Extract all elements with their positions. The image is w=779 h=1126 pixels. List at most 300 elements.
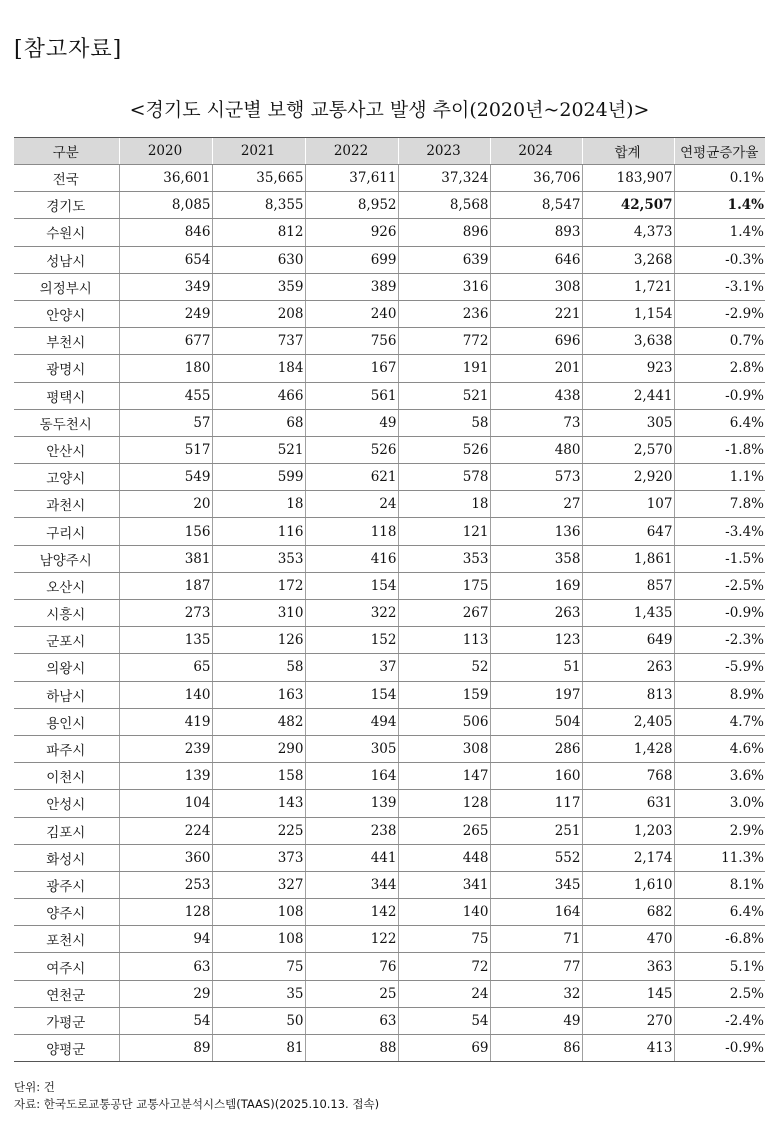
value-cell: 4,373	[582, 219, 674, 246]
value-cell: 308	[398, 735, 490, 762]
value-cell: -6.8%	[674, 926, 765, 953]
region-cell: 평택시	[14, 382, 119, 409]
value-cell: 273	[119, 600, 212, 627]
column-header: 구분	[14, 138, 119, 165]
column-header: 2022	[305, 138, 398, 165]
region-cell: 성남시	[14, 246, 119, 273]
region-cell: 광명시	[14, 355, 119, 382]
table-row	[14, 273, 765, 300]
value-cell: 1,154	[582, 300, 674, 327]
table-row	[14, 763, 765, 790]
value-cell: 152	[305, 627, 398, 654]
value-cell: 20	[119, 491, 212, 518]
table-row	[14, 654, 765, 681]
value-cell: 573	[490, 464, 582, 491]
value-cell: 117	[490, 790, 582, 817]
value-cell: 480	[490, 436, 582, 463]
table-title: <경기도 시군별 보행 교통사고 발생 추이(2020년~2024년)>	[129, 99, 650, 121]
value-cell: 143	[212, 790, 305, 817]
region-cell: 의정부시	[14, 273, 119, 300]
value-cell: 11.3%	[674, 844, 765, 871]
table-row	[14, 844, 765, 871]
value-cell: 682	[582, 899, 674, 926]
column-header: 연평균증가율	[674, 138, 765, 165]
value-cell: 184	[212, 355, 305, 382]
value-cell: 164	[305, 763, 398, 790]
value-cell: 353	[398, 545, 490, 572]
value-cell: 373	[212, 844, 305, 871]
table-row	[14, 328, 765, 355]
value-cell: -3.4%	[674, 518, 765, 545]
region-cell: 안양시	[14, 300, 119, 327]
value-cell: -3.1%	[674, 273, 765, 300]
value-cell: 1,435	[582, 600, 674, 627]
value-cell: -2.5%	[674, 572, 765, 599]
value-cell: 197	[490, 681, 582, 708]
value-cell: 772	[398, 328, 490, 355]
value-cell: 238	[305, 817, 398, 844]
table-row	[14, 464, 765, 491]
region-cell: 여주시	[14, 953, 119, 980]
value-cell: 8,952	[305, 192, 398, 219]
region-cell: 파주시	[14, 735, 119, 762]
value-cell: 893	[490, 219, 582, 246]
value-cell: 8.1%	[674, 871, 765, 898]
column-header: 2024	[490, 138, 582, 165]
value-cell: 768	[582, 763, 674, 790]
region-cell: 포천시	[14, 926, 119, 953]
table-row	[14, 871, 765, 898]
table-row	[14, 1007, 765, 1034]
value-cell: -0.9%	[674, 600, 765, 627]
value-cell: 71	[490, 926, 582, 953]
value-cell: 1.1%	[674, 464, 765, 491]
value-cell: 201	[490, 355, 582, 382]
value-cell: 63	[119, 953, 212, 980]
region-cell: 양주시	[14, 899, 119, 926]
value-cell: 448	[398, 844, 490, 871]
region-cell: 경기도	[14, 192, 119, 219]
table-row	[14, 165, 765, 192]
value-cell: 94	[119, 926, 212, 953]
value-cell: 113	[398, 627, 490, 654]
value-cell: 2,920	[582, 464, 674, 491]
region-cell: 시흥시	[14, 600, 119, 627]
region-cell: 가평군	[14, 1007, 119, 1034]
value-cell: 25	[305, 980, 398, 1007]
table-row	[14, 926, 765, 953]
value-cell: 360	[119, 844, 212, 871]
region-cell: 화성시	[14, 844, 119, 871]
value-cell: 8,355	[212, 192, 305, 219]
value-cell: 156	[119, 518, 212, 545]
value-cell: 359	[212, 273, 305, 300]
region-cell: 하남시	[14, 681, 119, 708]
value-cell: 49	[490, 1007, 582, 1034]
value-cell: 7.8%	[674, 491, 765, 518]
table-row	[14, 790, 765, 817]
value-cell: 438	[490, 382, 582, 409]
table-row	[14, 681, 765, 708]
value-cell: 263	[582, 654, 674, 681]
value-cell: 3,268	[582, 246, 674, 273]
value-cell: 6.4%	[674, 409, 765, 436]
value-cell: -5.9%	[674, 654, 765, 681]
value-cell: 646	[490, 246, 582, 273]
value-cell: 163	[212, 681, 305, 708]
column-header: 합계	[582, 138, 674, 165]
value-cell: 136	[490, 518, 582, 545]
table-row	[14, 300, 765, 327]
value-cell: 310	[212, 600, 305, 627]
table-row	[14, 953, 765, 980]
value-cell: 145	[582, 980, 674, 1007]
value-cell: 2,570	[582, 436, 674, 463]
value-cell: 142	[305, 899, 398, 926]
value-cell: 169	[490, 572, 582, 599]
value-cell: 88	[305, 1035, 398, 1062]
value-cell: -2.4%	[674, 1007, 765, 1034]
value-cell: 381	[119, 545, 212, 572]
table-header-row	[14, 138, 765, 165]
value-cell: 353	[212, 545, 305, 572]
table-row	[14, 246, 765, 273]
table-row	[14, 735, 765, 762]
value-cell: 72	[398, 953, 490, 980]
value-cell: 160	[490, 763, 582, 790]
value-cell: 57	[119, 409, 212, 436]
value-cell: 654	[119, 246, 212, 273]
value-cell: 65	[119, 654, 212, 681]
value-cell: 2,174	[582, 844, 674, 871]
value-cell: 123	[490, 627, 582, 654]
value-cell: 27	[490, 491, 582, 518]
region-cell: 과천시	[14, 491, 119, 518]
value-cell: 4.6%	[674, 735, 765, 762]
value-cell: 183,907	[582, 165, 674, 192]
value-cell: 224	[119, 817, 212, 844]
value-cell: 225	[212, 817, 305, 844]
value-cell: 1,721	[582, 273, 674, 300]
value-cell: 923	[582, 355, 674, 382]
value-cell: 8,085	[119, 192, 212, 219]
column-header: 2023	[398, 138, 490, 165]
value-cell: 308	[490, 273, 582, 300]
value-cell: 24	[398, 980, 490, 1007]
value-cell: 578	[398, 464, 490, 491]
value-cell: 327	[212, 871, 305, 898]
value-cell: 561	[305, 382, 398, 409]
value-cell: 54	[119, 1007, 212, 1034]
value-cell: 482	[212, 708, 305, 735]
region-cell: 전국	[14, 165, 119, 192]
value-cell: 147	[398, 763, 490, 790]
value-cell: 506	[398, 708, 490, 735]
value-cell: 51	[490, 654, 582, 681]
value-cell: 286	[490, 735, 582, 762]
value-cell: 8,547	[490, 192, 582, 219]
value-cell: 521	[212, 436, 305, 463]
value-cell: 466	[212, 382, 305, 409]
value-cell: 128	[119, 899, 212, 926]
value-cell: 158	[212, 763, 305, 790]
value-cell: 36,601	[119, 165, 212, 192]
value-cell: 267	[398, 600, 490, 627]
value-cell: 58	[398, 409, 490, 436]
region-cell: 수원시	[14, 219, 119, 246]
value-cell: 926	[305, 219, 398, 246]
region-cell: 안산시	[14, 436, 119, 463]
table-row	[14, 572, 765, 599]
value-cell: 35	[212, 980, 305, 1007]
value-cell: 108	[212, 926, 305, 953]
region-cell: 동두천시	[14, 409, 119, 436]
value-cell: 104	[119, 790, 212, 817]
value-cell: 116	[212, 518, 305, 545]
value-cell: 108	[212, 899, 305, 926]
value-cell: 75	[212, 953, 305, 980]
table-row	[14, 708, 765, 735]
value-cell: 221	[490, 300, 582, 327]
value-cell: 139	[305, 790, 398, 817]
value-cell: 24	[305, 491, 398, 518]
value-cell: -0.9%	[674, 1035, 765, 1062]
value-cell: 18	[398, 491, 490, 518]
value-cell: 631	[582, 790, 674, 817]
value-cell: 107	[582, 491, 674, 518]
value-cell: 58	[212, 654, 305, 681]
value-cell: 37	[305, 654, 398, 681]
value-cell: 896	[398, 219, 490, 246]
value-cell: -1.8%	[674, 436, 765, 463]
value-cell: 253	[119, 871, 212, 898]
value-cell: 521	[398, 382, 490, 409]
value-cell: 1,428	[582, 735, 674, 762]
value-cell: 322	[305, 600, 398, 627]
value-cell: 358	[490, 545, 582, 572]
value-cell: 389	[305, 273, 398, 300]
value-cell: 0.7%	[674, 328, 765, 355]
value-cell: -1.5%	[674, 545, 765, 572]
value-cell: 639	[398, 246, 490, 273]
value-cell: 122	[305, 926, 398, 953]
value-cell: 8.9%	[674, 681, 765, 708]
table-row	[14, 192, 765, 219]
value-cell: 175	[398, 572, 490, 599]
table-row	[14, 627, 765, 654]
value-cell: 737	[212, 328, 305, 355]
value-cell: 50	[212, 1007, 305, 1034]
region-cell: 고양시	[14, 464, 119, 491]
value-cell: 37,324	[398, 165, 490, 192]
value-cell: 270	[582, 1007, 674, 1034]
value-cell: 187	[119, 572, 212, 599]
value-cell: 1,861	[582, 545, 674, 572]
value-cell: 32	[490, 980, 582, 1007]
value-cell: 77	[490, 953, 582, 980]
value-cell: 128	[398, 790, 490, 817]
value-cell: 649	[582, 627, 674, 654]
value-cell: 140	[398, 899, 490, 926]
value-cell: 3.6%	[674, 763, 765, 790]
value-cell: 8,568	[398, 192, 490, 219]
value-cell: 18	[212, 491, 305, 518]
region-cell: 김포시	[14, 817, 119, 844]
value-cell: 29	[119, 980, 212, 1007]
value-cell: 37,611	[305, 165, 398, 192]
table-row	[14, 355, 765, 382]
value-cell: 413	[582, 1035, 674, 1062]
value-cell: 172	[212, 572, 305, 599]
value-cell: 846	[119, 219, 212, 246]
value-cell: 699	[305, 246, 398, 273]
value-cell: 4.7%	[674, 708, 765, 735]
value-cell: 1.4%	[674, 192, 765, 219]
value-cell: 86	[490, 1035, 582, 1062]
value-cell: 35,665	[212, 165, 305, 192]
value-cell: -0.3%	[674, 246, 765, 273]
value-cell: 5.1%	[674, 953, 765, 980]
value-cell: 191	[398, 355, 490, 382]
value-cell: 2,405	[582, 708, 674, 735]
value-cell: 251	[490, 817, 582, 844]
value-cell: 504	[490, 708, 582, 735]
reference-label: [참고자료]	[14, 37, 123, 62]
table-row	[14, 518, 765, 545]
value-cell: 344	[305, 871, 398, 898]
value-cell: 0.1%	[674, 165, 765, 192]
value-cell: -2.3%	[674, 627, 765, 654]
value-cell: 345	[490, 871, 582, 898]
value-cell: 1,203	[582, 817, 674, 844]
region-cell: 군포시	[14, 627, 119, 654]
value-cell: 73	[490, 409, 582, 436]
source-note: 자료: 한국도로교통공단 교통사고분석시스템(TAAS)(2025.10.13. 접속)	[14, 1097, 380, 1111]
value-cell: -0.9%	[674, 382, 765, 409]
value-cell: 167	[305, 355, 398, 382]
value-cell: 180	[119, 355, 212, 382]
value-cell: 621	[305, 464, 398, 491]
region-cell: 광주시	[14, 871, 119, 898]
column-header: 2021	[212, 138, 305, 165]
value-cell: 363	[582, 953, 674, 980]
table-row	[14, 899, 765, 926]
value-cell: 2.5%	[674, 980, 765, 1007]
value-cell: 36,706	[490, 165, 582, 192]
region-cell: 용인시	[14, 708, 119, 735]
value-cell: 2.9%	[674, 817, 765, 844]
table-row	[14, 545, 765, 572]
value-cell: 154	[305, 572, 398, 599]
value-cell: 240	[305, 300, 398, 327]
value-cell: 263	[490, 600, 582, 627]
region-cell: 이천시	[14, 763, 119, 790]
value-cell: 89	[119, 1035, 212, 1062]
value-cell: 49	[305, 409, 398, 436]
value-cell: 2.8%	[674, 355, 765, 382]
table-row	[14, 382, 765, 409]
region-cell: 부천시	[14, 328, 119, 355]
region-cell: 양평군	[14, 1035, 119, 1062]
value-cell: 552	[490, 844, 582, 871]
value-cell: 6.4%	[674, 899, 765, 926]
table-body	[14, 165, 765, 1062]
value-cell: 121	[398, 518, 490, 545]
value-cell: 236	[398, 300, 490, 327]
value-cell: 419	[119, 708, 212, 735]
value-cell: 813	[582, 681, 674, 708]
value-cell: 239	[119, 735, 212, 762]
value-cell: 68	[212, 409, 305, 436]
value-cell: 455	[119, 382, 212, 409]
value-cell: 2,441	[582, 382, 674, 409]
value-cell: 52	[398, 654, 490, 681]
value-cell: 159	[398, 681, 490, 708]
value-cell: 208	[212, 300, 305, 327]
region-cell: 오산시	[14, 572, 119, 599]
value-cell: -2.9%	[674, 300, 765, 327]
table-row	[14, 980, 765, 1007]
value-cell: 416	[305, 545, 398, 572]
value-cell: 81	[212, 1035, 305, 1062]
value-cell: 139	[119, 763, 212, 790]
value-cell: 164	[490, 899, 582, 926]
table-row	[14, 491, 765, 518]
region-cell: 구리시	[14, 518, 119, 545]
value-cell: 696	[490, 328, 582, 355]
value-cell: 316	[398, 273, 490, 300]
value-cell: 42,507	[582, 192, 674, 219]
accident-table	[14, 137, 765, 1062]
value-cell: 494	[305, 708, 398, 735]
value-cell: 470	[582, 926, 674, 953]
value-cell: 63	[305, 1007, 398, 1034]
value-cell: 3,638	[582, 328, 674, 355]
value-cell: 54	[398, 1007, 490, 1034]
value-cell: 812	[212, 219, 305, 246]
table-row	[14, 817, 765, 844]
table-row	[14, 1035, 765, 1062]
value-cell: 69	[398, 1035, 490, 1062]
value-cell: 118	[305, 518, 398, 545]
value-cell: 290	[212, 735, 305, 762]
table-row	[14, 409, 765, 436]
unit-note: 단위: 건	[14, 1080, 55, 1094]
value-cell: 76	[305, 953, 398, 980]
value-cell: 75	[398, 926, 490, 953]
table-row	[14, 600, 765, 627]
value-cell: 341	[398, 871, 490, 898]
value-cell: 756	[305, 328, 398, 355]
region-cell: 안성시	[14, 790, 119, 817]
value-cell: 517	[119, 436, 212, 463]
value-cell: 135	[119, 627, 212, 654]
value-cell: 1.4%	[674, 219, 765, 246]
table-row	[14, 436, 765, 463]
region-cell: 남양주시	[14, 545, 119, 572]
value-cell: 857	[582, 572, 674, 599]
value-cell: 677	[119, 328, 212, 355]
region-cell: 연천군	[14, 980, 119, 1007]
value-cell: 630	[212, 246, 305, 273]
table-row	[14, 219, 765, 246]
value-cell: 154	[305, 681, 398, 708]
value-cell: 549	[119, 464, 212, 491]
value-cell: 441	[305, 844, 398, 871]
value-cell: 526	[305, 436, 398, 463]
value-cell: 249	[119, 300, 212, 327]
region-cell: 의왕시	[14, 654, 119, 681]
